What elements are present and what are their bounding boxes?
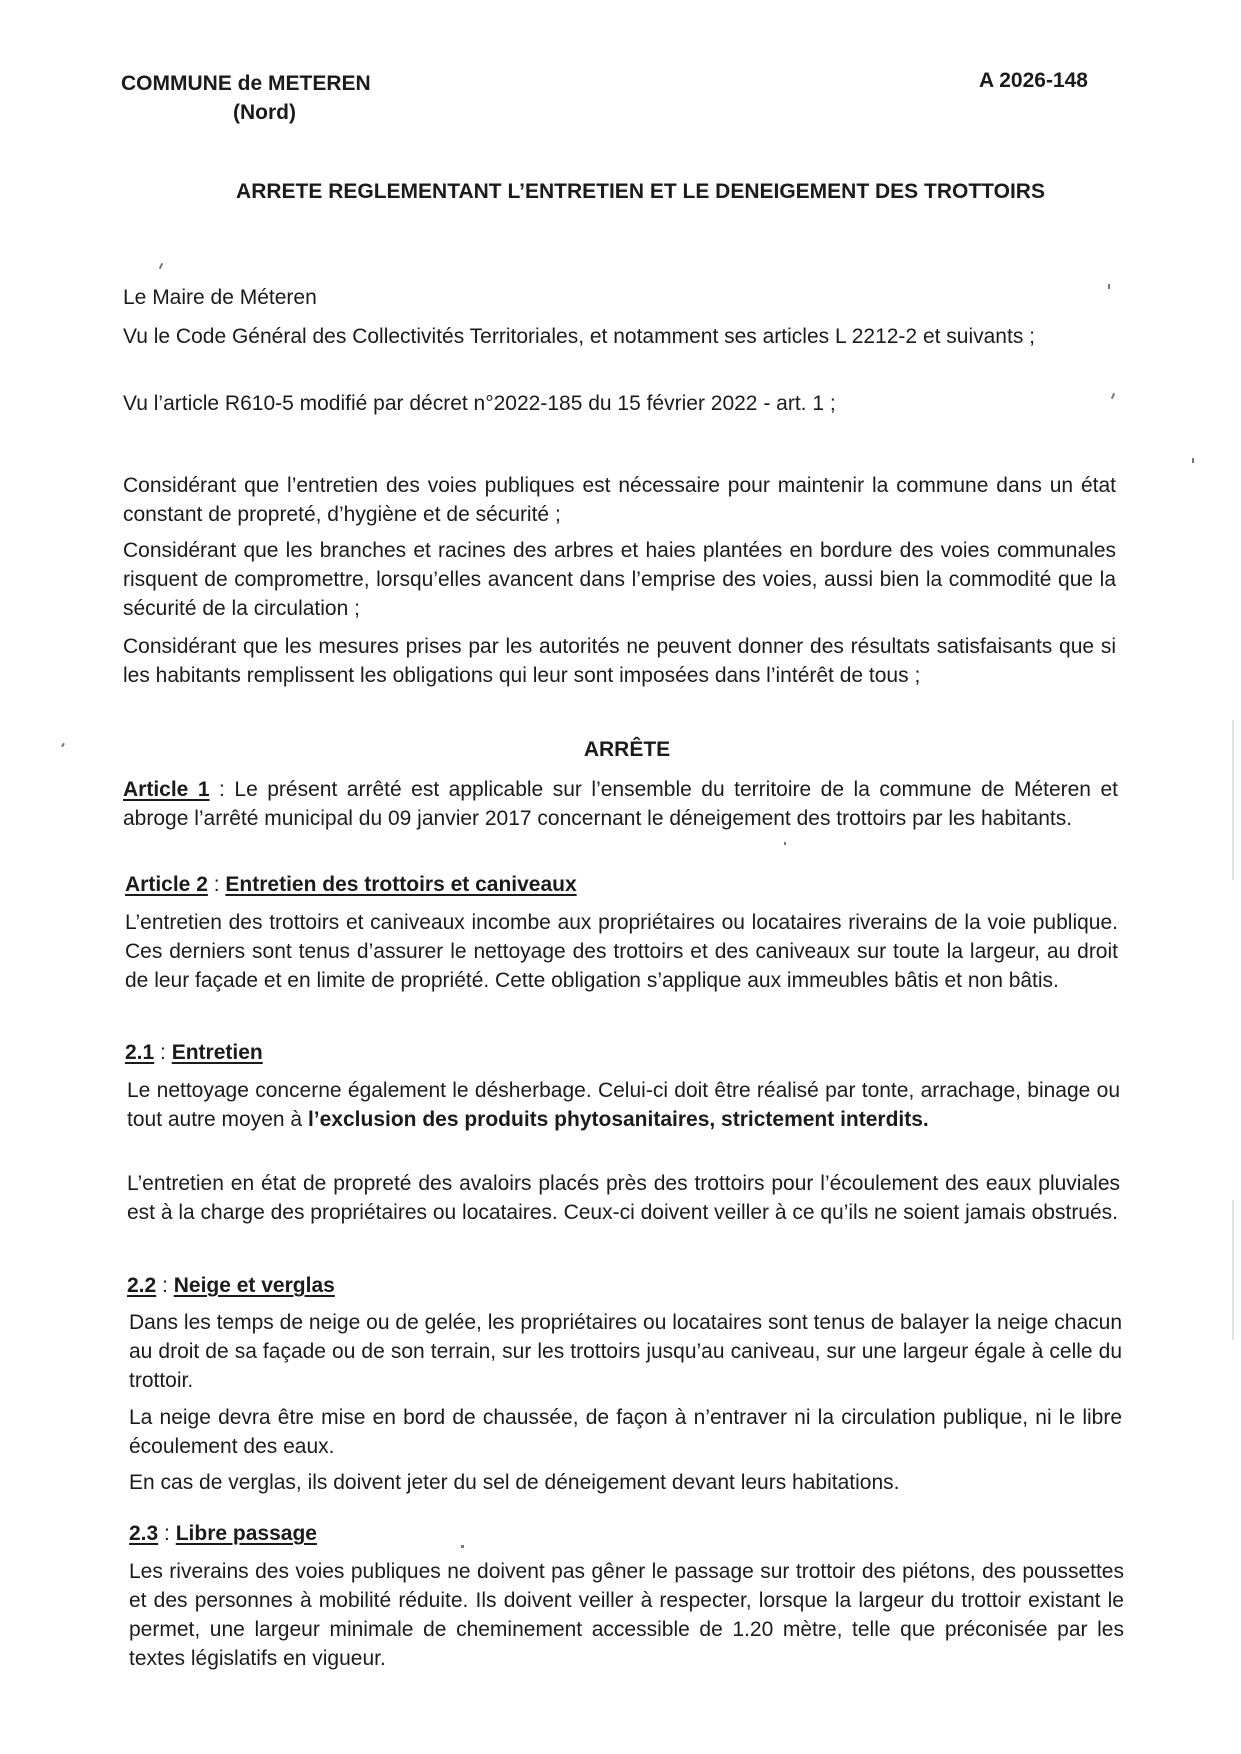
section-2-2-p2: La neige devra être mise en bord de chaussée, de façon à n’entraver ni la circulation publique, ni le libre écoulement des eaux. [129,1406,1122,1458]
article-1-label: Article 1 [123,778,210,801]
section-2-1-p1 [127,1076,1120,1134]
scan-speck [159,263,163,269]
section-2-1-heading [125,1038,263,1067]
scan-speck [1111,393,1115,399]
section-2-3-sep: : [158,1522,176,1545]
section-2-2-heading [127,1271,335,1300]
decree-reference: A 2026-148 [979,69,1088,92]
scan-speck [61,743,65,747]
considerant-1: Considérant que l’entretien des voies publiques est nécessaire pour maintenir la commune dans un état constant de propreté, d’hygiène et de sécurité ; [123,474,1116,526]
scan-speck [1108,284,1110,289]
mayor-line: Le Maire de Méteren [123,286,317,309]
section-2-3-number: 2.3 [129,1522,159,1545]
section-2-2-p1: Dans les temps de neige ou de gelée, les propriétaires ou locataires sont tenus de balayer la neige chacun au droit de sa façade ou de son terrain, sur les trottoirs jusqu’au caniveau, sur une largeur égale à celle du trottoir. [129,1311,1122,1392]
scan-speck [461,1545,464,1548]
section-2-3-heading [129,1519,317,1548]
article-1 [123,775,1118,833]
article-2-label: Article 2 [125,873,208,896]
section-2-1-title: Entretien [171,1041,263,1064]
section-2-2-number: 2.2 [127,1274,157,1297]
section-2-2-title: Neige et verglas [173,1274,335,1297]
section-2-1-p1-text: Le nettoyage concerne également le désherbage. Celui-ci doit être réalisé par tonte, arrachage, binage ou tout autre moyen à [127,1079,1120,1131]
scan-speck [1192,458,1194,463]
considerant-3: Considérant que les mesures prises par les autorités ne peuvent donner des résultats satisfaisants que si les habitants remplissent les obligations qui leur sont imposées dans l’intérêt de tous ; [123,635,1116,687]
scan-edge-mark [1232,720,1234,880]
article-2-heading [125,870,577,899]
vu-code-general: Vu le Code Général des Collectivités Territoriales, et notamment ses articles L 2212-2 et suivants ; [123,325,1035,348]
section-2-1-number: 2.1 [125,1041,155,1064]
considerant-2: Considérant que les branches et racines des arbres et haies plantées en bordure des voies communales risquent de compromettre, lorsqu’elles avancent dans l’emprise des voies, aussi bien la commodité que la sécurité de la circulation ; [123,539,1116,620]
section-2-1-sep: : [154,1041,172,1064]
vu-article-r610: Vu l’article R610-5 modifié par décret n°2022-185 du 15 février 2022 - art. 1 ; [123,392,836,415]
article-2-text: L’entretien des trottoirs et caniveaux incombe aux propriétaires ou locataires riverains de la voie publique. Ces derniers sont tenus d’assurer le nettoyage des trottoirs et des caniveaux sur toute la largeur, au droit de leur façade et en limite de propriété. Cette obligation s’applique aux immeubles bâtis et non bâtis. [125,911,1118,992]
section-2-2-sep: : [156,1274,174,1297]
article-2-title: Entretien des trottoirs et caniveaux [225,873,577,896]
article-1-sep: : [209,778,235,801]
section-2-3-p1: Les riverains des voies publiques ne doivent pas gêner le passage sur trottoir des piétons, des poussettes et des personnes à mobilité réduite. Ils doivent veiller à respecter, lorsque la largeur du trottoir existant le permet, une largeur minimale de cheminement accessible de 1.20 mètre, telle que préconisée par les textes législatifs en vigueur. [129,1560,1124,1670]
document-title: ARRETE REGLEMENTANT L’ENTRETIEN ET LE DENEIGEMENT DES TROTTOIRS [236,180,1045,203]
section-2-3-title: Libre passage [175,1522,317,1545]
scan-speck [784,842,786,845]
section-2-2-p3: En cas de verglas, ils doivent jeter du sel de déneigement devant leurs habitations. [129,1471,900,1494]
section-2-1-p2: L’entretien en état de propreté des avaloirs placés près des trottoirs pour l’écoulement des eaux pluviales est à la charge des propriétaires ou locataires. Ceux-ci doivent veiller à ce qu’ils ne soient jamais obstrués. [127,1172,1120,1224]
section-2-1-p1-bold: l’exclusion des produits phytosanitaires, strictement interdits. [307,1108,929,1131]
commune-region: (Nord) [233,101,296,124]
article-2-sep: : [207,873,226,896]
commune-name: COMMUNE de METEREN [121,72,371,95]
arrete-heading: ARRÊTE [583,738,671,761]
article-1-text: Le présent arrêté est applicable sur l’ensemble du territoire de la commune de Méteren et abroge l’arrêté municipal du 09 janvier 2017 concernant le déneigement des trottoirs par les habitants. [123,778,1118,830]
scan-edge-mark [1232,1200,1234,1340]
